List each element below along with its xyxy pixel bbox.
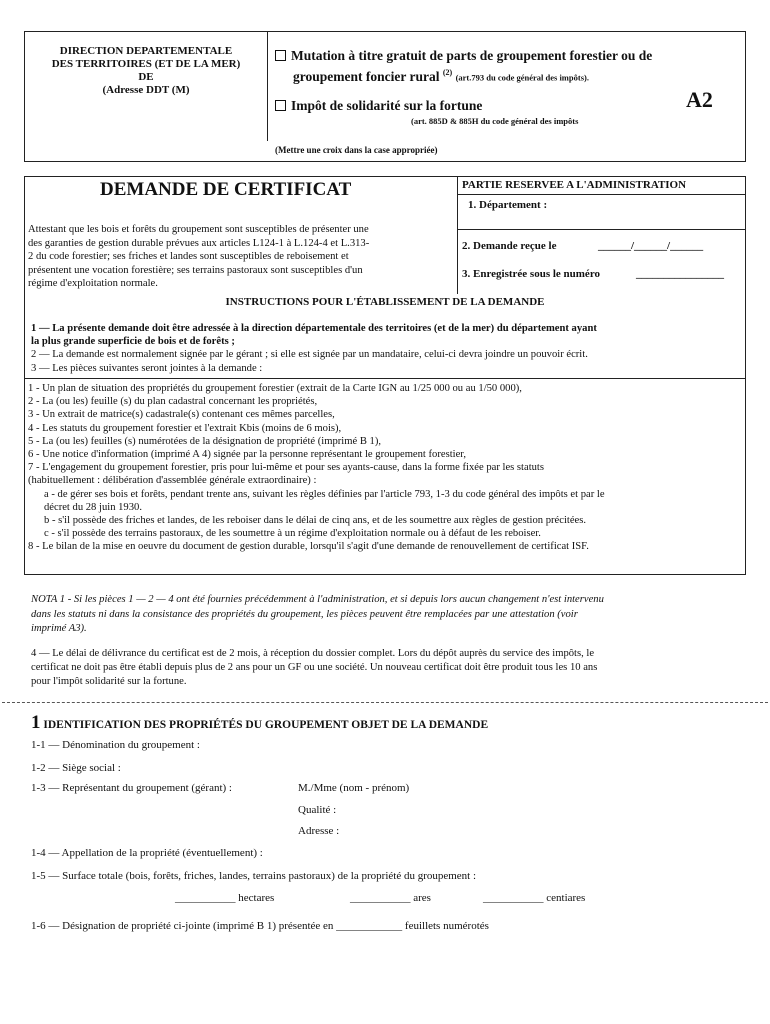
- piece-sub-item: décret du 28 juin 1930.: [44, 501, 142, 513]
- delai-line: certificat ne doit pas être établi depuis plus de 2 ans pour un GF ou une société. Un nouveau certificat doit être produit tous les 10 ans: [31, 662, 598, 673]
- nota-line: imprimé A3).: [31, 623, 87, 634]
- demande-body-line: régime d'exploitation normale.: [28, 278, 158, 289]
- piece-item: 1 - Un plan de situation des propriétés du groupement forestier (extrait de la Carte IGN au 1/25 000 ou au 1/50 000),: [28, 383, 522, 394]
- field-1-3-adresse: Adresse :: [298, 825, 340, 837]
- field-1-2: 1-2 — Siège social :: [31, 762, 121, 774]
- field-1-1: 1-1 — Dénomination du groupement :: [31, 739, 200, 751]
- instruction-1: [31, 322, 741, 348]
- delai-line: 4 — Le délai de délivrance du certificat est de 2 mois, à réception du dossier complet. Lors du dépôt auprès du service des impôts, le: [31, 648, 595, 659]
- piece-sub-item: a - de gérer ses bois et forêts, pendant trente ans, suivant les règles définies par l'article 793, 1-3 du code général des impôts et par le: [44, 488, 605, 500]
- nota: [31, 593, 743, 637]
- field-1-5-hectares[interactable]: ___________ hectares: [175, 892, 275, 904]
- option2-ref: (art. 885D & 885H du code général des impôts: [411, 116, 579, 126]
- piece-item: 6 - Une notice d'information (imprimé A 4) signée par la personne représentant le groupement forestier,: [28, 449, 467, 461]
- admin-demande-recue: 2. Demande reçue le: [462, 240, 557, 252]
- admin-enregistree-field[interactable]: ________________: [636, 268, 724, 280]
- admin-departement: 1. Département :: [468, 199, 548, 211]
- piece-item: 4 - Les statuts du groupement forestier et l'extrait Kbis (moins de 6 mois),: [28, 422, 342, 434]
- nota-line: NOTA 1 - Si les pièces 1 — 2 — 4 ont été fournies précédemment à l'administration, et si depuis lors aucun changement n'est intervenu: [31, 594, 604, 605]
- piece-item: 7 - L'engagement du groupement forestier, pris pour lui-même et pour ses ayants-cause, dans la forme fixée par les statuts: [28, 462, 544, 474]
- admin-enregistree: 3. Enregistrée sous le numéro: [462, 268, 600, 280]
- instructions-title: INSTRUCTIONS POUR L'ÉTABLISSEMENT DE LA DEMANDE: [225, 296, 545, 308]
- piece-item: 5 - La (ou les) feuilles (s) numérotées de la désignation de propriété (imprimé B 1),: [28, 435, 382, 447]
- section-separator: [2, 702, 768, 703]
- demande-body-line: 2 du code forestier; ses friches et landes sont susceptibles de reboisement et: [28, 251, 349, 262]
- header-divider: [267, 31, 268, 141]
- direction-line: DIRECTION DEPARTEMENTALE: [59, 45, 233, 57]
- field-1-5-centiares[interactable]: ___________ centiares: [483, 892, 586, 904]
- direction-line: (Adresse DDT (M): [102, 84, 190, 96]
- piece-item: (habituellement : délibération d'assemblée générale extraordinaire) :: [28, 475, 317, 487]
- admin-header-line: [457, 194, 746, 195]
- section1-number: 1: [31, 712, 41, 733]
- field-1-5-ares[interactable]: ___________ ares: [350, 892, 431, 904]
- demande-title: DEMANDE DE CERTIFICAT: [100, 179, 352, 200]
- field-1-4: 1-4 — Appellation de la propriété (éventuellement) :: [31, 847, 263, 859]
- admin-header: PARTIE RESERVEE A L'ADMINISTRATION: [462, 179, 687, 191]
- cross-note: (Mettre une croix dans la case appropriée): [275, 145, 438, 155]
- admin-demande-recue-field[interactable]: ______/______/______: [598, 240, 704, 252]
- section1-heading: [31, 712, 488, 734]
- option1-line2: groupement foncier rural: [293, 68, 440, 84]
- demande-body-line: des garanties de gestion durable prévues aux articles L124-1 à L.124-4 et L.313-: [28, 237, 370, 249]
- field-1-6: [31, 920, 489, 932]
- field-1-6-blank[interactable]: ____________: [336, 920, 403, 932]
- mutation-checkbox[interactable]: [275, 50, 286, 61]
- option1-line1: Mutation à titre gratuit de parts de groupement forestier ou de: [291, 48, 653, 63]
- pieces-list: [28, 382, 744, 554]
- field-1-5: 1-5 — Surface totale (bois, forêts, friches, landes, terrains pastoraux) de la propriété du groupement :: [31, 870, 477, 882]
- demande-body-line: Attestant que les bois et forêts du groupement sont susceptibles de présenter une: [28, 224, 369, 235]
- piece-item: 8 - Le bilan de la mise en oeuvre du document de gestion durable, lorsqu'il s'agit d'une demande de renouvellement de certificat ISF.: [28, 541, 589, 553]
- instruction-1-line2: la plus grande superficie de bois et de forêts ;: [31, 336, 235, 347]
- delai: [31, 647, 743, 689]
- direction-line: DE: [138, 71, 154, 83]
- instruction-3: 3 — Les pièces suivantes seront jointes à la demande :: [31, 363, 263, 374]
- piece-item: 2 - La (ou les) feuille (s) du plan cadastral concernant les propriétés,: [28, 396, 318, 408]
- delai-line: pour l'impôt solidarité sur la fortune.: [31, 676, 187, 687]
- isf-checkbox[interactable]: [275, 100, 286, 111]
- instruction-2: 2 — La demande est normalement signée par le gérant ; si elle est signée par un mandataire, celui-ci devra joindre un pouvoir écrit.: [31, 349, 588, 360]
- section1-title: IDENTIFICATION DES PROPRIÉTÉS DU GROUPEMENT OBJET DE LA DEMANDE: [43, 719, 489, 731]
- demande-body-line: présentent une vocation forestière; ses terrains pastoraux sont susceptibles d'un: [28, 264, 363, 276]
- form-code: A2: [686, 87, 713, 112]
- option-mutation[interactable]: [275, 47, 715, 87]
- admin-departement-line: [457, 229, 746, 230]
- option2-label: Impôt de solidarité sur la fortune: [291, 98, 483, 113]
- piece-item: 3 - Un extrait de matrice(s) cadastrale(s) contenant ces mêmes parcelles,: [28, 409, 335, 421]
- field-1-6-end: feuillets numérotés: [404, 920, 489, 932]
- option1-sup: (2): [442, 68, 453, 77]
- piece-sub-item: c - s'il possède des terrains pastoraux, de les soumettre à un régime d'exploitation normale ou à défaut de les reboiser.: [44, 528, 541, 540]
- demande-body: [28, 223, 454, 291]
- header-bottom-line: [24, 141, 746, 142]
- field-1-3-qualite: Qualité :: [298, 804, 337, 816]
- nota-line: dans les statuts ni dans la consistance des propriétés du groupement, les pièces peuvent être remplacées par une attestation (voir: [31, 608, 578, 620]
- direction-block: [28, 45, 264, 97]
- option-isf[interactable]: [275, 98, 575, 114]
- piece-sub-item: b - s'il possède des friches et landes, de les reboiser dans le délai de cinq ans, et de les soumettre aux règles de gestion précitées.: [44, 515, 587, 527]
- field-1-6-label: 1-6 — Désignation de propriété ci-jointe (imprimé B 1) présentée en: [31, 920, 334, 932]
- instruction-1-line1: 1 — La présente demande doit être adressée à la direction départementale des territoires (et de la mer) du département ayant: [31, 323, 597, 334]
- field-1-3-name: M./Mme (nom - prénom): [298, 782, 410, 794]
- direction-line: DES TERRITOIRES (ET DE LA MER): [51, 58, 241, 70]
- field-1-3: 1-3 — Représentant du groupement (gérant) :: [31, 782, 232, 794]
- option1-ref: (art.793 du code général des impôts).: [455, 72, 589, 83]
